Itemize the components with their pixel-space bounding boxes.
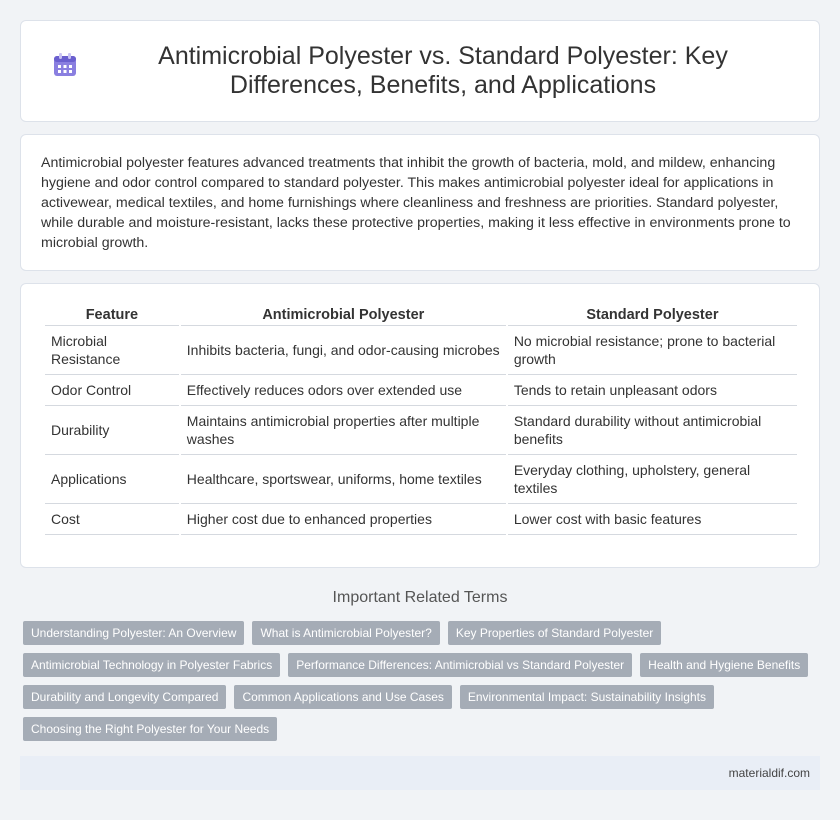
calendar-icon <box>52 52 78 78</box>
related-term-tag[interactable]: Antimicrobial Technology in Polyester Fabrics <box>23 653 280 677</box>
table-cell: Cost <box>45 504 179 535</box>
table-header-row <box>45 298 797 326</box>
header-antimicrobial: Antimicrobial Polyester <box>181 298 506 326</box>
related-term-tag[interactable]: Understanding Polyester: An Overview <box>23 621 244 645</box>
table-cell: Durability <box>45 406 179 455</box>
related-term-tag[interactable]: Common Applications and Use Cases <box>234 685 451 709</box>
related-term-tag[interactable]: Performance Differences: Antimicrobial vs Standard Polyester <box>288 653 632 677</box>
table-row <box>45 406 797 455</box>
page-title: Antimicrobial Polyester vs. Standard Polyester: Key Differences, Benefits, and Applications <box>158 42 728 99</box>
table-cell: Effectively reduces odors over extended use <box>181 375 506 406</box>
table-row <box>45 326 797 375</box>
related-term-tag[interactable]: What is Antimicrobial Polyester? <box>252 621 439 645</box>
table-cell: Maintains antimicrobial properties after multiple washes <box>181 406 506 455</box>
intro-card <box>20 134 820 271</box>
related-term-tag[interactable]: Choosing the Right Polyester for Your Needs <box>23 717 277 741</box>
header-card <box>20 20 820 122</box>
header-standard: Standard Polyester <box>508 298 797 326</box>
table-cell: Microbial Resistance <box>45 326 179 375</box>
comparison-table-card <box>20 283 820 568</box>
table-row <box>45 375 797 406</box>
table-cell: Standard durability without antimicrobial benefits <box>508 406 797 455</box>
comparison-table <box>43 298 799 535</box>
table-row <box>45 455 797 504</box>
table-cell: Healthcare, sportswear, uniforms, home textiles <box>181 455 506 504</box>
table-cell: Everyday clothing, upholstery, general textiles <box>508 455 797 504</box>
related-term-tag[interactable]: Environmental Impact: Sustainability Insights <box>460 685 714 709</box>
table-cell: No microbial resistance; prone to bacterial growth <box>508 326 797 375</box>
footer <box>20 756 820 790</box>
table-cell: Lower cost with basic features <box>508 504 797 535</box>
intro-paragraph: Antimicrobial polyester features advanced treatments that inhibit the growth of bacteria, mold, and mildew, enhancing hygiene and odor control compared to standard polyester. This makes antimicrobial polyester ideal for applications in activewear, medical textiles, and home furnishings where cleanliness and freshness are priorities. Standard polyester, while durable and moisture-resistant, lacks these protective properties, making it less effective in environments prone to microbial growth. <box>41 155 791 251</box>
related-terms-tags <box>23 621 823 749</box>
related-term-tag[interactable]: Health and Hygiene Benefits <box>640 653 808 677</box>
table-row <box>45 504 797 535</box>
table-cell: Applications <box>45 455 179 504</box>
related-term-tag[interactable]: Key Properties of Standard Polyester <box>448 621 661 645</box>
table-cell: Higher cost due to enhanced properties <box>181 504 506 535</box>
table-cell: Odor Control <box>45 375 179 406</box>
footer-site-link[interactable]: materialdif.com <box>728 766 810 780</box>
header-feature: Feature <box>45 298 179 326</box>
related-term-tag[interactable]: Durability and Longevity Compared <box>23 685 226 709</box>
related-terms-heading: Important Related Terms <box>332 589 508 606</box>
table-cell: Tends to retain unpleasant odors <box>508 375 797 406</box>
table-cell: Inhibits bacteria, fungi, and odor-causing microbes <box>181 326 506 375</box>
